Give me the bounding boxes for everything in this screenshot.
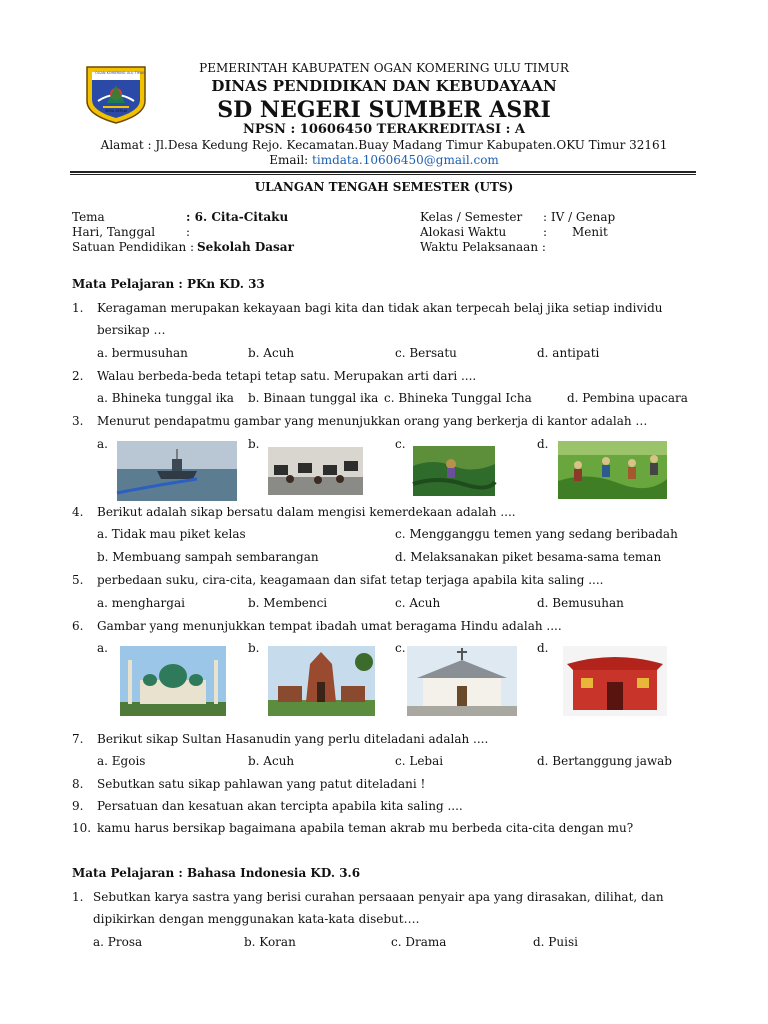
q4-option-a[interactable]: a. Tidak mau piket kelas: [97, 527, 246, 541]
info-hari-value: :: [186, 225, 191, 239]
q3-option-b[interactable]: b.: [248, 437, 260, 451]
q1-text: Keragaman merupakan kekayaan bagi kita dan tidak akan terpecah belaj jika setiap individu: [97, 301, 663, 315]
q5-option-c[interactable]: c. Acuh: [395, 596, 441, 610]
header-divider-thick: [70, 171, 696, 173]
q3-image-tea-farm[interactable]: [413, 446, 495, 496]
q3-number: 3.: [72, 414, 84, 428]
info-tema-label: Tema: [72, 210, 105, 224]
q2-option-b[interactable]: b. Binaan tunggal ika: [248, 391, 379, 405]
q1-option-c[interactable]: c. Bersatu: [395, 346, 457, 360]
q6-option-d[interactable]: d.: [537, 641, 549, 655]
info-alokasi-label: Alokasi Waktu: [420, 225, 507, 239]
q7-number: 7.: [72, 732, 84, 746]
q4-number: 4.: [72, 505, 84, 519]
q2-option-d[interactable]: d. Pembina upacara: [567, 391, 688, 405]
s2-q1-option-d[interactable]: d. Puisi: [533, 935, 578, 949]
q5-text: perbedaan suku, cira-cita, keagamaan dan sifat tetap terjaga apabila kita saling ....: [97, 573, 604, 587]
logo-text-top: OGAN KOMERING ULU TIMUR: [95, 71, 146, 75]
q6-number: 6.: [72, 619, 84, 633]
q9-text: Persatuan dan kesatuan akan tercipta apabila kita saling ....: [97, 799, 463, 813]
q4-text: Berikut adalah sikap bersatu dalam mengisi kemerdekaan adalah ....: [97, 505, 516, 519]
q4-option-c[interactable]: c. Mengganggu temen yang sedang beribadah: [395, 527, 678, 541]
q2-text: Walau berbeda-beda tetapi tetap satu. Merupakan arti dari ....: [97, 369, 477, 383]
q6-option-a[interactable]: a.: [97, 641, 108, 655]
q5-option-a[interactable]: a. menghargai: [97, 596, 185, 610]
q8-number: 8.: [72, 777, 84, 791]
q1-option-d[interactable]: d. antipati: [537, 346, 600, 360]
q2-number: 2.: [72, 369, 84, 383]
q6-image-church[interactable]: [407, 646, 517, 716]
q3-option-c[interactable]: c.: [395, 437, 406, 451]
q7-text: Berikut sikap Sultan Hasanudin yang perlu diteladani adalah ....: [97, 732, 489, 746]
q6-text: Gambar yang menunjukkan tempat ibadah umat beragama Hindu adalah ....: [97, 619, 562, 633]
info-waktu-label: Waktu Pelaksanaan :: [420, 240, 546, 254]
info-tema-value: : 6. Cita-Citaku: [186, 210, 289, 224]
header-school-name: SD NEGERI SUMBER ASRI: [217, 97, 551, 123]
header-address: Alamat : Jl.Desa Kedung Rejo. Kecamatan.Buay Madang Timur Kabupaten.OKU Timur 32161: [100, 138, 668, 152]
section1-title: Mata Pelajaran : PKn KD. 33: [72, 277, 265, 291]
q5-number: 5.: [72, 573, 84, 587]
q4-option-d[interactable]: d. Melaksanakan piket besama-sama teman: [395, 550, 662, 564]
q7-option-a[interactable]: a. Egois: [97, 754, 146, 768]
info-satuan-label: Satuan Pendidikan :: [72, 240, 195, 254]
info-kelas-label: Kelas / Semester: [420, 210, 523, 224]
header-npsn: NPSN : 10606450 TERAKREDITASI : A: [243, 122, 525, 137]
q3-image-office[interactable]: [268, 447, 363, 495]
s2-q1-number: 1.: [72, 890, 84, 904]
q7-option-c[interactable]: c. Lebai: [395, 754, 444, 768]
q6-image-chinese-temple[interactable]: [563, 646, 667, 716]
email-label: Email:: [269, 153, 309, 167]
q10-number: 10.: [72, 821, 92, 835]
section2-title: Mata Pelajaran : Bahasa Indonesia KD. 3.6: [72, 866, 361, 880]
q8-text: Sebutkan satu sikap pahlawan yang patut diteladani !: [97, 777, 426, 791]
s2-q1-option-c[interactable]: c. Drama: [391, 935, 447, 949]
s2-q1-option-a[interactable]: a. Prosa: [93, 935, 143, 949]
q5-option-b[interactable]: b. Membenci: [248, 596, 328, 610]
info-alokasi-value: :: [543, 225, 548, 239]
q4-option-b[interactable]: b. Membuang sampah sembarangan: [97, 550, 319, 564]
s2-q1-text-cont: dipikirkan dengan menggunakan kata-kata disebut….: [93, 912, 420, 926]
info-hari-label: Hari, Tanggal: [72, 225, 156, 239]
q3-option-a[interactable]: a.: [97, 437, 108, 451]
q3-option-d[interactable]: d.: [537, 437, 549, 451]
q1-option-a[interactable]: a. bermusuhan: [97, 346, 188, 360]
logo-text-bottom: SERA SEPLAI: [105, 109, 128, 113]
q6-option-c[interactable]: c.: [395, 641, 406, 655]
q3-text: Menurut pendapatmu gambar yang menunjukkan orang yang berkerja di kantor adalah …: [97, 414, 648, 428]
header-divider-thin: [70, 174, 696, 175]
q9-number: 9.: [72, 799, 84, 813]
q2-option-c[interactable]: c. Bhineka Tunggal Icha: [384, 391, 532, 405]
header-email: [0, 153, 768, 167]
s2-q1-text: Sebutkan karya sastra yang berisi curahan persaaan penyair apa yang dirasakan, dilihat, dan: [93, 890, 664, 904]
email-link[interactable]: timdata.10606450@gmail.com: [312, 153, 499, 167]
exam-title: ULANGAN TENGAH SEMESTER (UTS): [254, 180, 514, 194]
q10-text: kamu harus bersikap bagaimana apabila teman akrab mu berbeda cita-cita dengan mu?: [97, 821, 634, 835]
q2-option-a[interactable]: a. Bhineka tunggal ika: [97, 391, 234, 405]
q3-image-rice-field[interactable]: [558, 441, 667, 499]
q6-image-mosque[interactable]: [120, 646, 226, 716]
q6-image-hindu-temple[interactable]: [268, 646, 375, 716]
q1-text-cont: bersikap …: [97, 323, 166, 337]
info-satuan-value: Sekolah Dasar: [197, 240, 294, 254]
q7-option-d[interactable]: d. Bertanggung jawab: [537, 754, 672, 768]
info-alokasi-unit: Menit: [572, 225, 608, 239]
q6-option-b[interactable]: b.: [248, 641, 260, 655]
q7-option-b[interactable]: b. Acuh: [248, 754, 295, 768]
q3-image-fishing-boat[interactable]: [117, 441, 237, 501]
info-kelas-value: : IV / Genap: [543, 210, 616, 224]
q1-option-b[interactable]: b. Acuh: [248, 346, 295, 360]
q5-option-d[interactable]: d. Bemusuhan: [537, 596, 624, 610]
q1-number: 1.: [72, 301, 84, 315]
header-department: DINAS PENDIDIKAN DAN KEBUDAYAAN: [211, 77, 557, 95]
header-government: PEMERINTAH KABUPATEN OGAN KOMERING ULU TIMUR: [199, 61, 569, 75]
s2-q1-option-b[interactable]: b. Koran: [244, 935, 296, 949]
